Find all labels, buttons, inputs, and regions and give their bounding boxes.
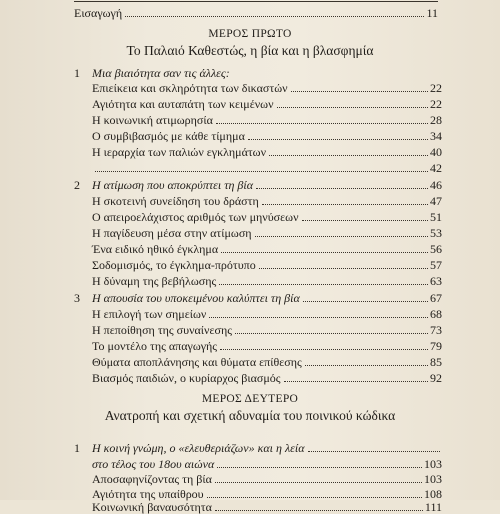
dot-leader [259,268,428,269]
chapter-number: 2 [74,178,80,192]
toc-entry-title: Εισαγωγή [74,6,123,20]
chapter-number: 1 [74,441,80,455]
dot-leader [125,16,424,17]
chapter-title: Η ατίμωση που αποκρύπτει τη βία 46 [92,178,442,192]
dot-leader [221,252,428,253]
dot-leader [291,91,428,92]
dot-leader [248,139,428,140]
dot-leader [219,284,428,285]
toc-entry: Επιείκεια και σκληρότητα των δικαστών 22 [92,81,442,95]
dot-leader [207,497,422,498]
chapter-title: Η κοινή γνώμη, ο «ελευθεριάζων» και η λεία [92,441,442,455]
divider [74,1,438,2]
dot-leader [305,365,428,366]
toc-entry: Το μοντέλο της απαγωγής 79 [92,339,442,353]
dot-leader [255,236,428,237]
chapter-title: Η απουσία του υποκειμένου καλύπτει τη βία 67 [92,291,442,305]
toc-entry: Αποσαφηνίζοντας τη βία 103 [92,472,442,486]
toc-entry: Ένα ειδικό ηθικό έγκλημα 56 [92,242,442,256]
dot-leader [302,220,428,221]
dot-leader [216,123,428,124]
toc-entry: Θύματα αποπλάνησης και θύματα επίθεσης 85 [92,355,442,369]
dot-leader [215,482,422,483]
dot-leader [277,107,429,108]
dot-leader [269,155,428,156]
dot-leader [303,301,428,302]
toc-entry: Αγιότητα της υπαίθρου 108 [92,487,442,501]
toc-entry: Η κοινωνική ατιμωρησία 28 [92,113,442,127]
toc-entry: Αγιότητα και αυταπάτη των κειμένων 22 [92,97,442,111]
dot-leader [217,467,422,468]
toc-entry: Η πεποίθηση της συναίνεσης 73 [92,323,442,337]
toc-entry: Ο απειροελάχιστος αριθμός των μηνύσεων 51 [92,210,442,224]
part-subtitle: Ανατροπή και σχετική αδυναμία του ποινικού κώδικα [104,408,396,423]
toc-entry: Η παγίδευση μέσα στην ατίμωση 53 [92,226,442,240]
chapter-title-cont: στο τέλος του 18ου αιώνα 103 [92,457,442,471]
dot-leader [284,381,428,382]
toc-entry: Η ιεραρχία των παλιών εγκλημάτων 40 [92,145,442,159]
part-heading: ΜΕΡΟΣ ΔΕΥΤΕΡΟ [201,393,299,405]
toc-entry: Ο συμβιβασμός με κάθε τίμημα 34 [92,129,442,143]
dot-leader [209,317,428,318]
toc-entry: Η σκοτεινή συνείδηση του δράστη 47 [92,194,442,208]
dot-leader [215,510,423,511]
chapter-title: Μια βιαιότητα σαν τις άλλες: [92,66,230,80]
chapter-number: 3 [74,291,80,305]
toc-entry: 42 [92,161,442,175]
dot-leader [235,333,428,334]
dot-leader [220,349,428,350]
toc-intro [74,6,438,20]
part-subtitle: Το Παλαιό Καθεστώς, η βία και η βλασφημία [126,43,374,58]
dot-leader [262,204,428,205]
part-heading: ΜΕΡΟΣ ΠΡΩΤΟ [208,28,292,40]
toc-entry-page: 11 [426,6,438,20]
toc-entry: Κοινωνική βαναυσότητα 111 [92,500,442,514]
toc-entry: Σοδομισμός, το έγκλημα-πρότυπο 57 [92,258,442,272]
dot-leader [256,188,428,189]
toc-entry: Βιασμός παιδιών, ο κυρίαρχος βιασμός 92 [92,371,442,385]
toc-entry: Η δύναμη της βεβήλωσης 63 [92,274,442,288]
dot-leader [95,171,428,172]
toc-entry: Η επιλογή των σημείων 68 [92,307,442,321]
chapter-number: 1 [74,66,80,80]
dot-leader [308,451,441,452]
